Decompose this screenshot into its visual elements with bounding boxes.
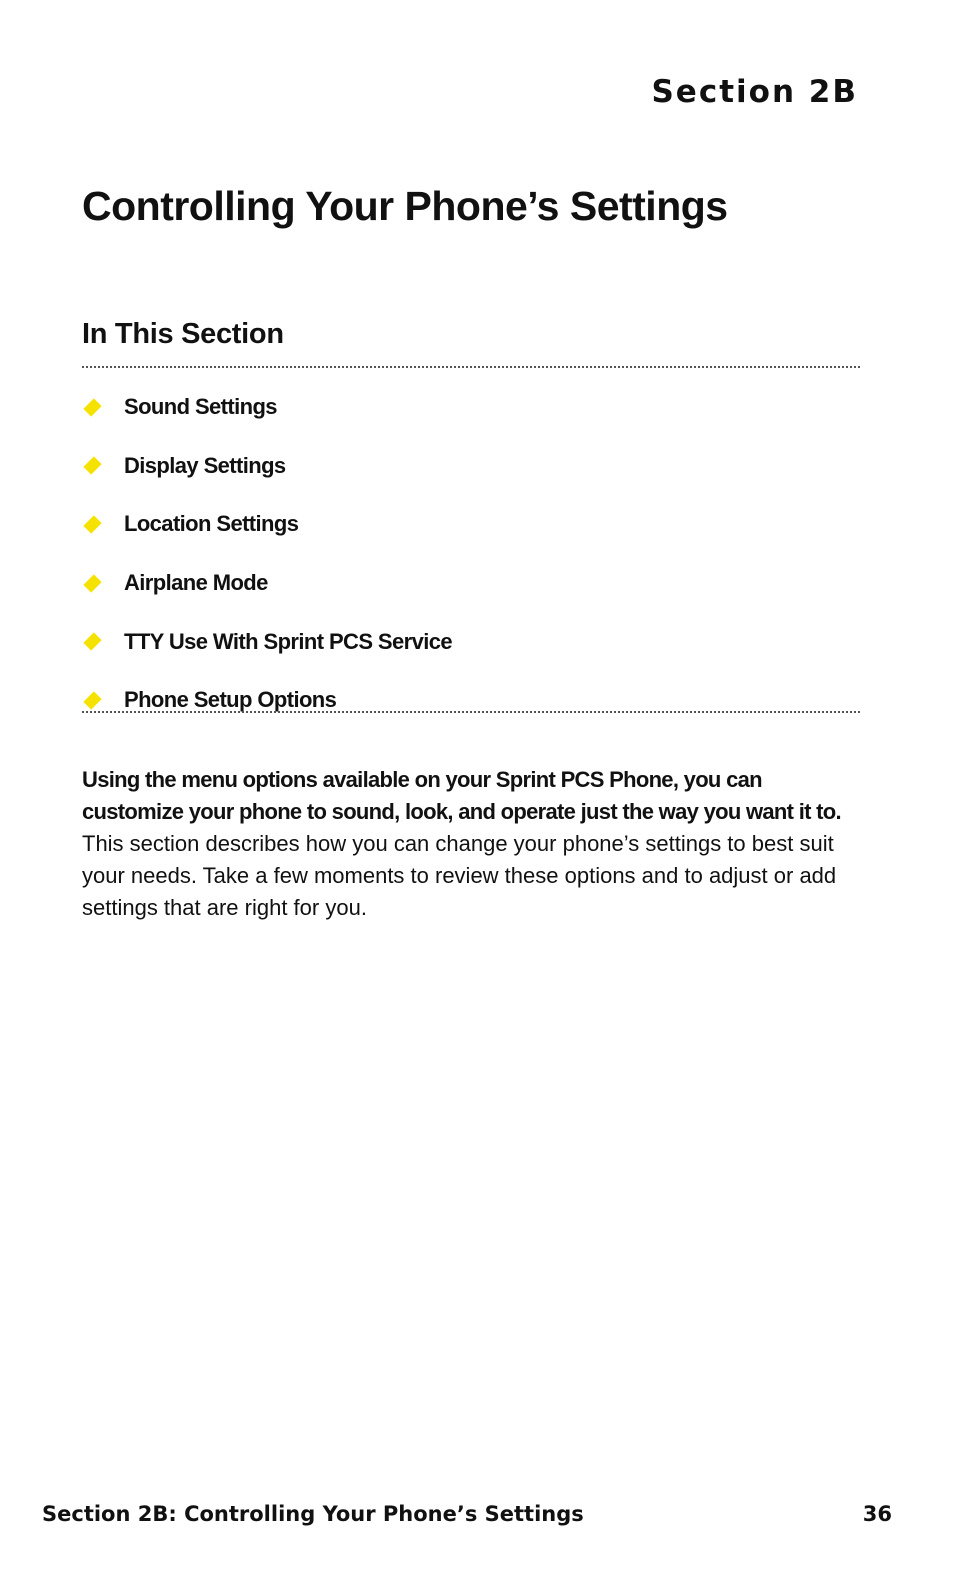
list-item-label: Phone Setup Options [124,687,337,713]
diamond-bullet-icon [83,633,101,651]
diamond-bullet-icon [83,691,101,709]
intro-paragraph [82,764,852,924]
list-item-label: Location Settings [124,511,299,537]
footer-page-number: 36 [862,1502,892,1526]
list-item[interactable] [82,612,452,671]
bottom-dotted-divider [82,711,860,713]
in-this-section-heading: In This Section [82,318,284,350]
top-dotted-divider [82,366,860,368]
section-contents-list [82,378,452,730]
list-item[interactable] [82,437,452,496]
list-item-label: TTY Use With Sprint PCS Service [124,628,452,654]
diamond-bullet-icon [83,515,101,533]
list-item[interactable] [82,554,452,613]
intro-lead: Using the menu options available on your Sprint PCS Phone, you can customize your phone to sound, look, and operate just the way you want it to. [82,767,841,824]
diamond-bullet-icon [83,398,101,416]
list-item-label: Display Settings [124,452,286,478]
section-label: Section 2B [651,74,858,110]
list-item-label: Airplane Mode [124,570,268,596]
intro-body: This section describes how you can change your phone’s settings to best suit your needs. Take a few moments to review these options and to adjust or add settings that are right for you. [82,831,837,920]
list-item-label: Sound Settings [124,394,277,420]
list-item[interactable] [82,495,452,554]
footer-section-title: Section 2B: Controlling Your Phone’s Settings [42,1502,584,1526]
diamond-bullet-icon [83,574,101,592]
list-item[interactable] [82,378,452,437]
page-title: Controlling Your Phone’s Settings [82,183,728,229]
list-item[interactable] [82,671,452,730]
diamond-bullet-icon [83,457,101,475]
